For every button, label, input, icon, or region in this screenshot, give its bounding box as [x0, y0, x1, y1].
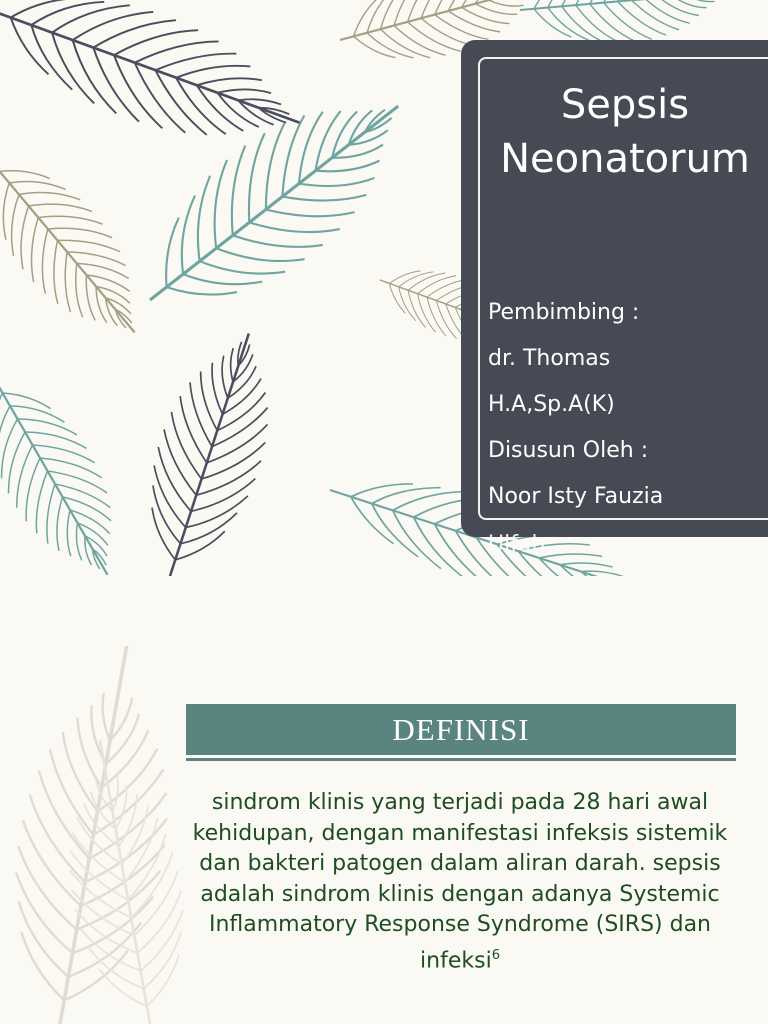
definition-paragraph: [190, 788, 730, 976]
feather-teal-left-bottom: [0, 358, 146, 577]
author-name: Noor Isty Fauzia: [488, 484, 664, 509]
definition-heading: DEFINISI: [392, 711, 530, 747]
title-line-1: Sepsis: [560, 82, 690, 128]
feather-navy-center-bottom: [121, 318, 297, 576]
citation-marker: 6: [491, 947, 500, 963]
supervisor-name: dr. Thomas: [488, 346, 611, 371]
definition-banner: [186, 704, 736, 758]
feather-faded-2: [47, 731, 203, 1024]
presentation-title: [470, 78, 768, 186]
definition-slide: [0, 576, 768, 1024]
definition-body: sindrom klinis yang terjadi pada 28 hari awal kehidupan, dengan manifestasi infeksis sistemik dan bakteri patogen dalam aliran darah. sepsis adalah sindrom klinis dengan adanya Systemic Inflammatory Response Syndrome (SIRS) dan infeksi: [192, 790, 728, 973]
title-line-2: Neonatorum: [500, 136, 750, 182]
author-name-overflow: Ulfah: [488, 532, 546, 557]
supervisor-label: Pembimbing :: [488, 300, 640, 325]
feather-teal-center: [111, 56, 437, 349]
supervisor-title: H.A,Sp.A(K): [488, 392, 615, 417]
feather-olive-left: [0, 131, 169, 361]
author-label: Disusun Oleh :: [488, 438, 649, 463]
feather-navy-top-left: [0, 0, 319, 174]
